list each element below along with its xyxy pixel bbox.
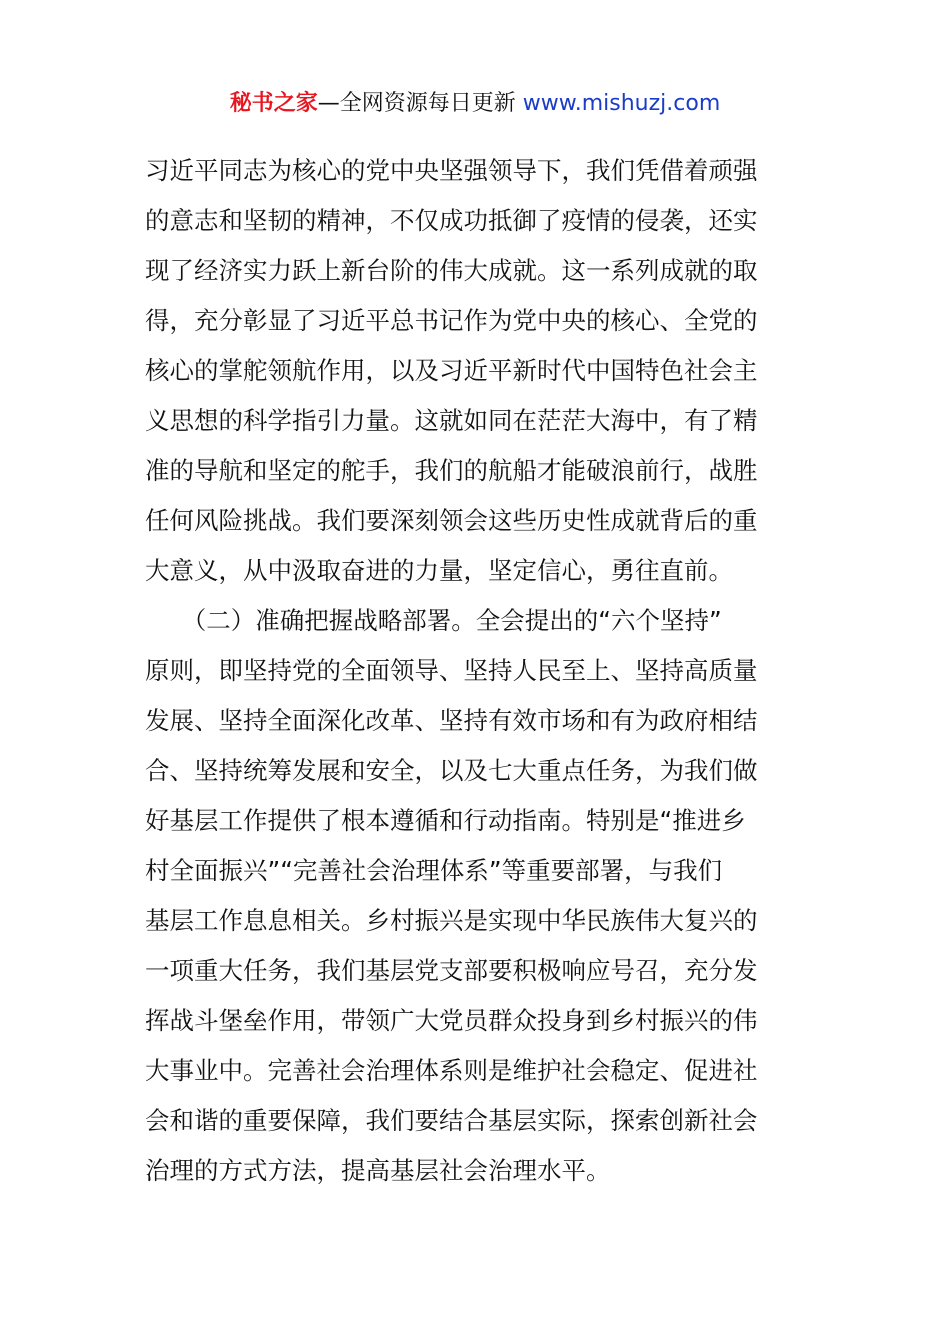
- text-line: 现了经济实力跃上新台阶的伟大成就。这一系列成就的取: [145, 256, 758, 285]
- text-line: 好基层工作提供了根本遵循和行动指南。特别是“推进乡: [145, 806, 746, 835]
- text-line: 得，充分彰显了习近平总书记作为党中央的核心、全党的: [145, 306, 758, 335]
- section-heading-line: （二）准确把握战略部署。全会提出的“六个坚持”: [145, 606, 722, 635]
- text-line: 合、坚持统筹发展和安全，以及七大重点任务，为我们做: [145, 756, 758, 785]
- text-line: 大意义，从中汲取奋进的力量，坚定信心，勇往直前。: [145, 556, 733, 585]
- brand-name: 秘书之家: [229, 91, 318, 116]
- text-line: 义思想的科学指引力量。这就如同在茫茫大海中，有了精: [145, 406, 758, 435]
- page-header: [0, 86, 950, 122]
- document-body: [145, 146, 810, 1196]
- header-tagline: —全网资源每日更新: [317, 91, 523, 116]
- text-line: 大事业中。完善社会治理体系则是维护社会稳定、促进社: [145, 1056, 758, 1085]
- text-line: 核心的掌舵领航作用，以及习近平新时代中国特色社会主: [145, 356, 758, 385]
- text-line: 村全面振兴”“完善社会治理体系”等重要部署，与我们: [145, 856, 723, 885]
- website-link[interactable]: www.mishuzj.com: [522, 91, 721, 116]
- text-line: 原则，即坚持党的全面领导、坚持人民至上、坚持高质量: [145, 656, 758, 685]
- text-line: 习近平同志为核心的党中央坚强领导下，我们凭借着顽强: [145, 156, 758, 185]
- text-line: 发展、坚持全面深化改革、坚持有效市场和有为政府相结: [145, 706, 758, 735]
- text-line: 会和谐的重要保障，我们要结合基层实际，探索创新社会: [145, 1106, 758, 1135]
- text-line: 治理的方式方法，提高基层社会治理水平。: [145, 1156, 611, 1185]
- text-line: 准的导航和坚定的舵手，我们的航船才能破浪前行，战胜: [145, 456, 758, 485]
- text-line: 的意志和坚韧的精神，不仅成功抵御了疫情的侵袭，还实: [145, 206, 758, 235]
- text-line: 挥战斗堡垒作用，带领广大党员群众投身到乡村振兴的伟: [145, 1006, 758, 1035]
- text-line: 一项重大任务，我们基层党支部要积极响应号召，充分发: [145, 956, 758, 985]
- text-line: 任何风险挑战。我们要深刻领会这些历史性成就背后的重: [145, 506, 758, 535]
- text-line: 基层工作息息相关。乡村振兴是实现中华民族伟大复兴的: [145, 906, 758, 935]
